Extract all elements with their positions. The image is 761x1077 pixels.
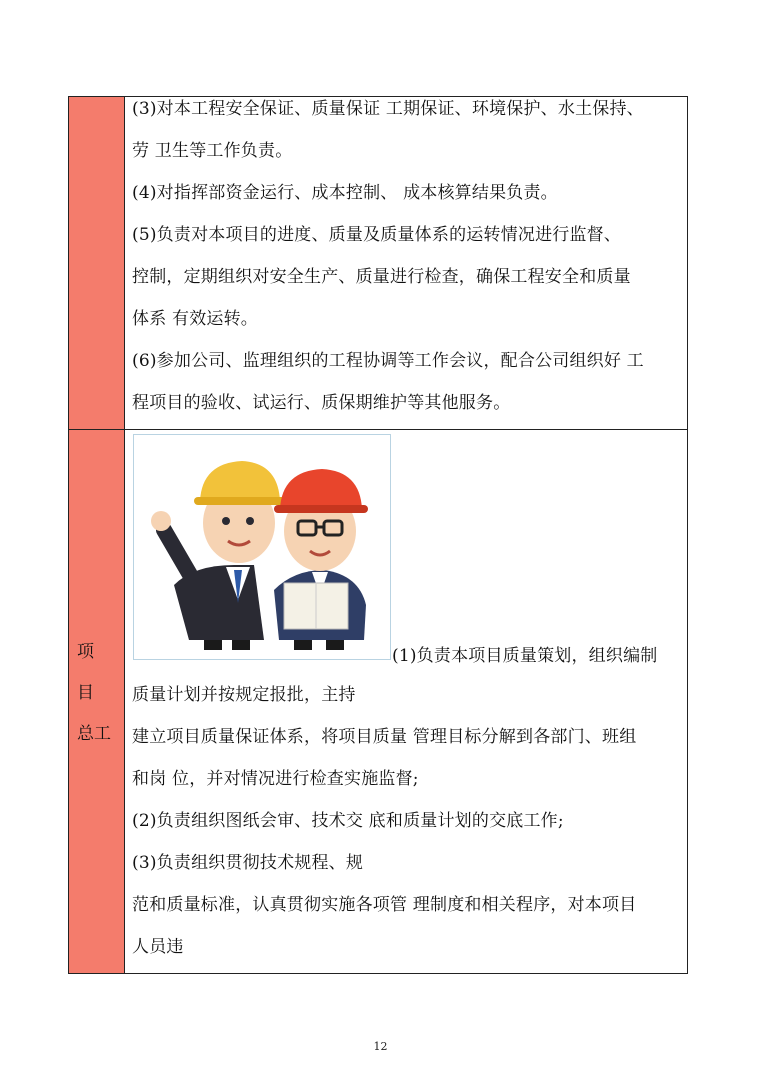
duty-line: 和岗 位，并对情况进行检查实施监督; [132, 769, 419, 789]
row-label-cell [69, 430, 125, 973]
role-label-char: 总工 [77, 724, 111, 744]
duty-table [68, 96, 688, 974]
duty-line: (2)负责组织图纸会审、技术交 底和质量计划的交底工作; [132, 811, 564, 831]
row-label-cell [69, 97, 125, 429]
duty-line: (1)负责本项目质量策划，组织编制 [392, 646, 658, 666]
duty-line: (3)对本工程安全保证、质量保证 工期保证、环境保护、水土保持、 [132, 99, 644, 119]
two-engineers-hardhats-icon [133, 434, 391, 660]
duty-line: 建立项目质量保证体系，将项目质量 管理目标分解到各部门、班组 [132, 727, 637, 747]
duty-line: (4)对指挥部资金运行、成本控制、 成本核算结果负责。 [132, 183, 558, 203]
row-content-cell [125, 97, 687, 429]
duty-line: 范和质量标准，认真贯彻实施各项管 理制度和相关程序，对本项目 [132, 895, 637, 915]
role-label-char: 目 [77, 683, 94, 703]
duty-line: 程项目的验收、试运行、质保期维护等其他服务。 [132, 393, 511, 413]
page-number: 12 [373, 1040, 388, 1053]
duty-line: (3)负责组织贯彻技术规程、规 [132, 853, 364, 873]
role-label-char: 项 [77, 642, 94, 662]
table-row-continued [69, 97, 687, 430]
duty-line: 控制，定期组织对安全生产、质量进行检查，确保工程安全和质量 [132, 267, 631, 287]
duty-line: (6)参加公司、监理组织的工程协调等工作会议，配合公司组织好 工 [132, 351, 644, 371]
row-content-cell [125, 430, 687, 973]
duty-line: 体系 有效运转。 [132, 309, 259, 329]
duty-line: 人员违 [132, 937, 184, 957]
table-row-chief-engineer [69, 430, 687, 973]
duty-line: 劳 卫生等工作负责。 [132, 141, 293, 161]
duty-line: (5)负责对本项目的进度、质量及质量体系的运转情况进行监督、 [132, 225, 622, 245]
duty-line: 质量计划并按规定报批，主持 [132, 685, 356, 705]
